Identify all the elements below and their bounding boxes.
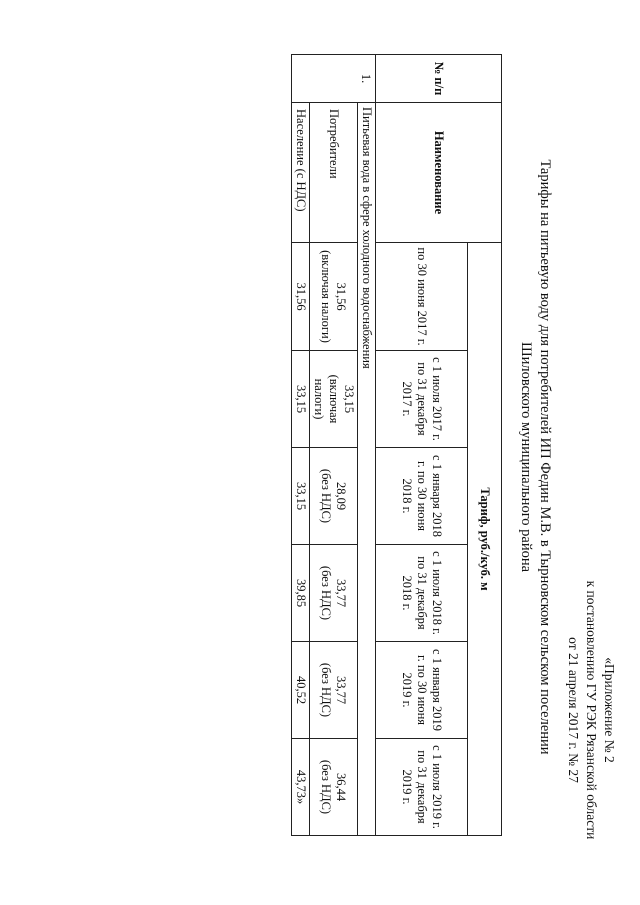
table-section-row [358, 55, 376, 836]
value-cell: 31,56 [292, 243, 310, 351]
value-note: (без НДС) [319, 468, 334, 524]
section-label: Питьевая вода в сфере холодного водоснабжения [358, 103, 376, 836]
value: 33,77 [334, 578, 349, 608]
document-title [516, 72, 554, 842]
tariff-table [291, 54, 502, 836]
header-number: № п/п [376, 55, 502, 103]
period-cell: с 1 июля 2018 г. по 31 декабря 2018 г. [376, 545, 468, 642]
appendix-line: «Приложение № 2 [602, 657, 617, 763]
period-cell: с 1 июля 2017 г. по 31 декабря 2017 г. [376, 351, 468, 448]
value: 33,15 [342, 384, 356, 414]
value-cell: 43,73» [292, 739, 310, 836]
value: 33,77 [334, 675, 349, 705]
value-cell [310, 642, 358, 739]
value-cell [310, 243, 358, 351]
appendix-header [564, 540, 618, 880]
row-label: Население (с НДС) [292, 103, 310, 243]
table-row [292, 55, 310, 836]
table-header-row [468, 55, 502, 836]
value-cell: 40,52 [292, 642, 310, 739]
value-note: (включая налоги) [319, 250, 334, 343]
period-cell: с 1 июля 2019 г. по 31 декабря 2019 г. [376, 739, 468, 836]
section-number: 1. [292, 55, 376, 103]
table-row [310, 55, 358, 836]
value-cell [310, 448, 358, 545]
period-cell: по 30 июня 2017 г. [376, 243, 468, 351]
period-cell: с 1 января 2019 г. по 30 июня 2019 г. [376, 642, 468, 739]
appendix-line: от 21 апреля 2017 г. № 27 [566, 637, 581, 783]
value-cell [310, 739, 358, 836]
value-cell [310, 545, 358, 642]
document-page [18, 12, 618, 902]
value: 36,44 [334, 772, 349, 802]
value-note: (включая налоги) [312, 374, 341, 424]
header-name: Наименование [376, 103, 502, 243]
value-note: (без НДС) [319, 759, 334, 815]
value-note: (без НДС) [319, 565, 334, 621]
value: 28,09 [334, 481, 349, 511]
value-cell: 33,15 [292, 351, 310, 448]
value-cell: 33,15 [292, 448, 310, 545]
header-tariff: Тариф, руб./куб. м [468, 243, 502, 836]
value-note: (без НДС) [319, 662, 334, 718]
value: 31,56 [334, 282, 349, 311]
value-cell: 39,85 [292, 545, 310, 642]
value-cell [310, 351, 358, 448]
title-line: Шиловского муниципального района [518, 341, 534, 573]
title-line: Тарифы на питьевую воду для потребителей ИП Федин М.В. в Тырновском сельском поселении [537, 159, 553, 755]
row-label: Потребители [310, 103, 358, 243]
appendix-line: к постановлению ГУ РЭК Рязанской области [584, 580, 599, 840]
period-cell: с 1 января 2018 г. по 30 июня 2018 г. [376, 448, 468, 545]
